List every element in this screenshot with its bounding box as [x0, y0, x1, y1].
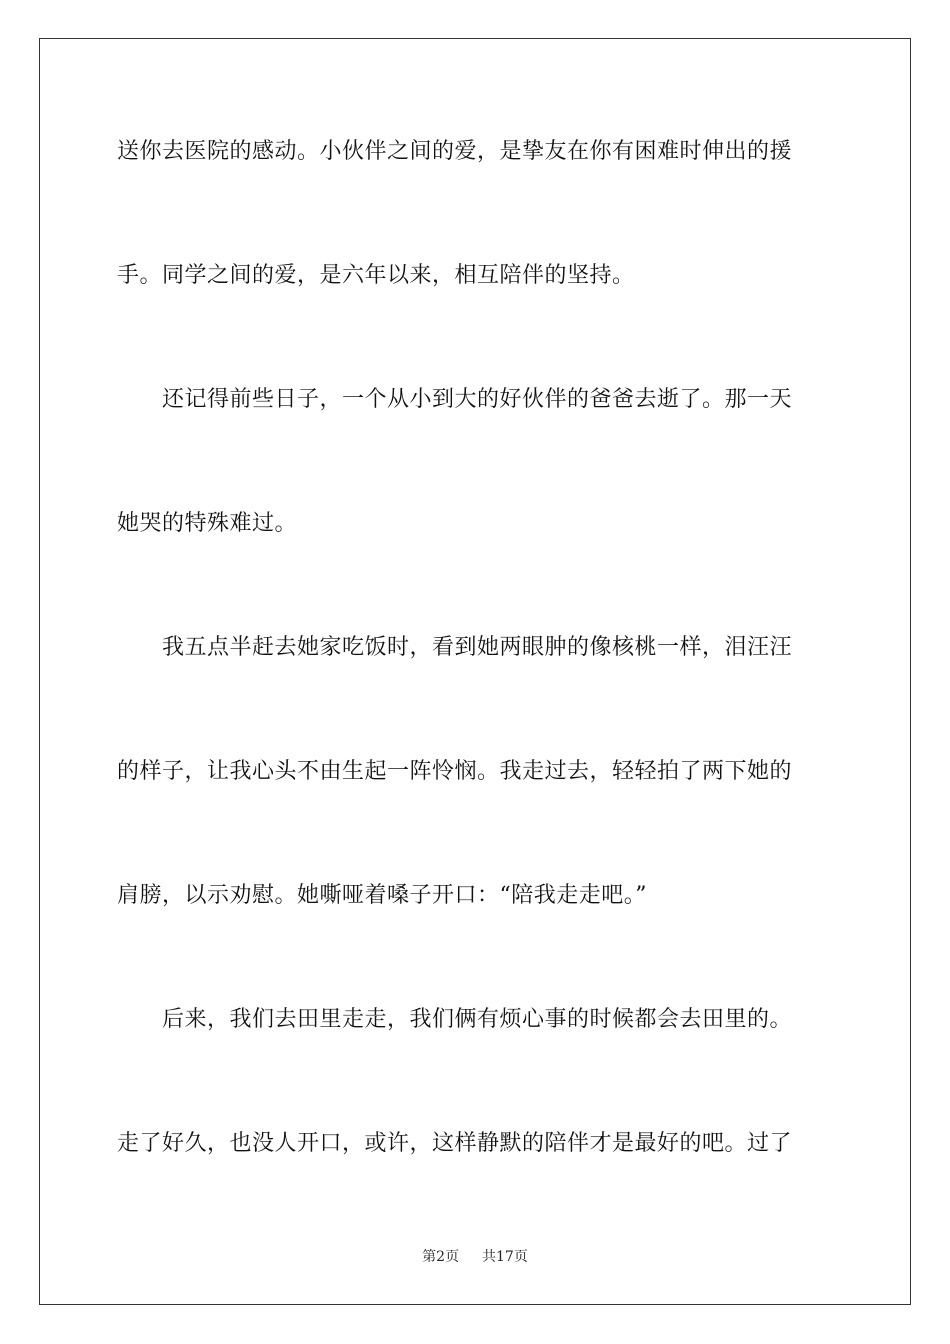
- text-line-9: 走了好久，也没人开口，或许，这样静默的陪伴才是最好的吧。过了: [117, 1131, 793, 1156]
- page-total: 共17页: [482, 1249, 528, 1265]
- text-line-1: 送你去医院的感动。小伙伴之间的爱，是挚友在你有困难时伸出的援: [117, 139, 793, 164]
- page-border: [39, 38, 911, 1305]
- text-line-7: 肩膀，以示劝慰。她嘶哑着嗓子开口：“陪我走走吧。”: [117, 883, 647, 908]
- text-line-2: 手。同学之间的爱，是六年以来，相互陪伴的坚持。: [117, 263, 635, 288]
- text-line-4: 她哭的特殊难过。: [117, 511, 298, 536]
- page-number: 第2页: [422, 1249, 460, 1265]
- text-line-5: 我五点半赶去她家吃饭时，看到她两眼肿的像核桃一样，泪汪汪: [117, 635, 793, 660]
- text-line-6: 的样子，让我心头不由生起一阵怜悯。我走过去，轻轻拍了两下她的: [117, 759, 793, 784]
- page-footer: [0, 1247, 950, 1267]
- text-line-8: 后来，我们去田里走走，我们俩有烦心事的时候都会去田里的。: [117, 1007, 793, 1032]
- text-line-3: 还记得前些日子，一个从小到大的好伙伴的爸爸去逝了。那一天: [117, 387, 793, 412]
